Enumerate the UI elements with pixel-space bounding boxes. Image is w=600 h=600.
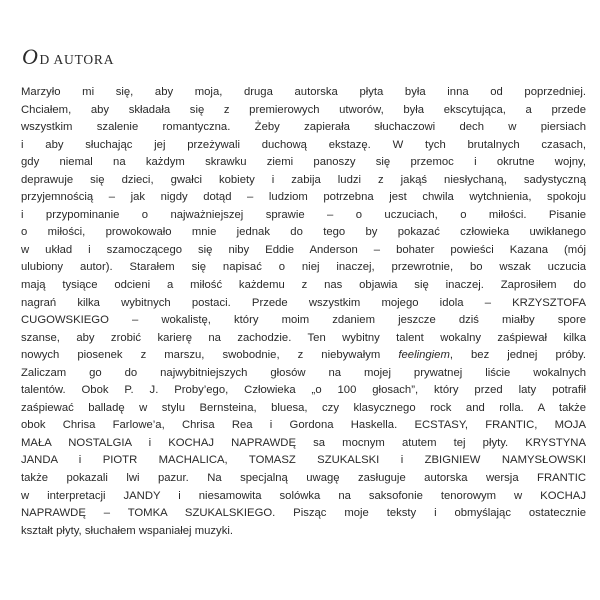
text-line: nagrań kilka wybitnych postaci. Przede wszystkim mojego idola – KRZYSZTOFA bbox=[21, 296, 586, 309]
text-line: deprawuje się dzieci, gwałci kobiety i zabija ludzi z jakąś niesłychaną, sadystyczną bbox=[21, 173, 586, 186]
text-line: talentów. Obok P. J. Proby’ego, Człowieka „o 100 głosach”, który przed laty potrafił bbox=[21, 384, 586, 397]
text-line: gdy niemal na każdym skrawku ziemi panoszy się przemoc i okrutne wojny, bbox=[21, 156, 586, 169]
text-line: i aby słuchając jej przeżywali duchową ekstazę. W tych brutalnych czasach, bbox=[21, 138, 586, 151]
text-line: ulubiony autor). Starałem się napisać o niej inaczej, przewrotnie, bo wszak uczucia bbox=[21, 261, 586, 274]
body-paragraph bbox=[21, 84, 586, 540]
text-line: przyjemnością – jak nigdy dotąd – ludziom potrzebna jest chwila wytchnienia, spokoju bbox=[21, 191, 586, 204]
text-line-mixed bbox=[21, 347, 586, 365]
text-line: i przypominanie o najważniejszej sprawie – o uczuciach, o miłości. Pisanie bbox=[21, 208, 586, 221]
text-segment: , bez jednej próby. bbox=[449, 349, 586, 362]
heading-rest: D AUTORA bbox=[39, 52, 115, 67]
text-line: JANDA i PIOTR MACHALICA, TOMASZ SZUKALSKI i ZBIGNIEW NAMYSŁOWSKI bbox=[21, 454, 586, 467]
text-line: szanse, aby zrobić karierę na zachodzie. Ten wybitny talent wokalny zaśpiewał kilka bbox=[21, 331, 586, 344]
text-line: MAŁA NOSTALGIA i KOCHAJ NAPRAWDĘ sa mocnym atutem tej płyty. KRYSTYNA bbox=[21, 436, 586, 449]
text-line: Chciałem, aby składała się z premierowych utworów, była ekscytująca, a przede bbox=[21, 103, 586, 116]
text-line: mają tysiące odcieni a miłość każdemu z nas objawia się inaczej. Zaprosiłem do bbox=[21, 279, 586, 292]
text-line: CUGOWSKIEGO – wokalistę, który moim zdaniem jeszcze dziś miałby spore bbox=[21, 314, 586, 327]
text-segment: nowych piosenek z marszu, swobodnie, z niebywałym bbox=[21, 349, 399, 362]
text-line: obok Chrisa Farlowe’a, Chrisa Rea i Gordona Haskella. ECSTASY, FRANTIC, MOJA bbox=[21, 419, 586, 432]
text-line: zaśpiewać balladę w stylu Bernsteina, bluesa, czy klasycznego rock and rolla. A także bbox=[21, 401, 586, 414]
text-line: NAPRAWDĘ – TOMKA SZUKALSKIEGO. Pisząc moje teksty i obmyślając ostatecznie bbox=[21, 507, 586, 520]
text-line: Zaliczam go do najwybitniejszych głosów na mojej prywatnej liście wokalnych bbox=[21, 366, 586, 379]
text-line: także pokazali lwi pazur. Na specjalną uwagę zasługuje autorska wersja FRANTIC bbox=[21, 472, 586, 485]
text-line: w interpretacji JANDY i niesamowita solówka na saksofonie tenorowym w KOCHAJ bbox=[21, 489, 586, 502]
text-line: kształt płyty, słuchałem wspaniałej muzyki. bbox=[21, 524, 233, 537]
italic-word: feelingiem bbox=[398, 349, 450, 362]
text-line: o miłości, prowokowało mnie jednak do tego by pokazać człowieka uwikłanego bbox=[21, 226, 586, 239]
text-line: Marzyło mi się, aby moja, druga autorska płyta była inna od poprzedniej. bbox=[21, 86, 586, 98]
text-line: wszystkim szalenie romantyczna. Żeby zapierała słuchaczowi dech w piersiach bbox=[21, 121, 586, 134]
heading-initial: O bbox=[22, 44, 39, 69]
text-line: w układ i szamoczącego się niby Eddie Anderson – bohater powieści Kazana (mój bbox=[21, 243, 586, 256]
section-heading bbox=[22, 46, 114, 68]
